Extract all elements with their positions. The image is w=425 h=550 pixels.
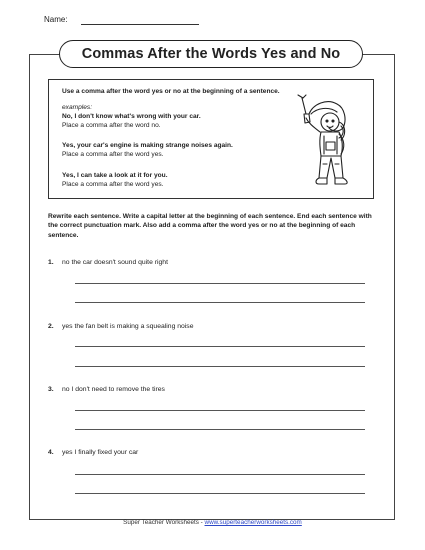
answer-line[interactable] — [75, 429, 365, 430]
example-sentence-1: No, I don't know what's wrong with your car. — [62, 113, 201, 120]
answer-line[interactable] — [75, 346, 365, 347]
example-note-2: Place a comma after the word yes. — [62, 151, 164, 158]
instructions: Rewrite each sentence. Write a capital letter at the beginning of each sentence. End each sentence with the correct punctuation mark. Also add a comma after the word yes or no at the beginning of each sentence. — [48, 213, 372, 239]
rule-text: Use a comma after the word yes or no at the beginning of a sentence. — [62, 88, 280, 95]
worksheet-title: Commas After the Words Yes and No — [59, 40, 363, 68]
question-text-4: yes I finally fixed your car — [62, 449, 139, 456]
question-number-2: 2. — [48, 323, 54, 330]
examples-label: examples: — [62, 104, 93, 111]
example-note-3: Place a comma after the word yes. — [62, 181, 164, 188]
answer-line[interactable] — [75, 410, 365, 411]
footer-link[interactable]: www.superteacherworksheets.com — [204, 519, 302, 526]
mechanic-girl-illustration — [293, 94, 355, 190]
answer-line[interactable] — [75, 474, 365, 475]
footer-brand: Super Teacher Worksheets — [123, 519, 199, 526]
example-note-1: Place a comma after the word no. — [62, 122, 161, 129]
name-line — [81, 24, 199, 25]
question-number-3: 3. — [48, 386, 54, 393]
question-number-4: 4. — [48, 449, 54, 456]
question-number-1: 1. — [48, 259, 54, 266]
footer-separator: - — [198, 519, 205, 526]
name-label: Name: — [44, 15, 68, 24]
answer-line[interactable] — [75, 493, 365, 494]
answer-line[interactable] — [75, 366, 365, 367]
answer-line[interactable] — [75, 283, 365, 284]
example-sentence-2: Yes, your car's engine is making strange noises again. — [62, 142, 233, 149]
question-text-3: no I don't need to remove the tires — [62, 386, 165, 393]
question-text-1: no the car doesn't sound quite right — [62, 259, 168, 266]
question-text-2: yes the fan belt is making a squealing noise — [62, 323, 194, 330]
answer-line[interactable] — [75, 302, 365, 303]
footer — [0, 519, 425, 526]
example-sentence-3: Yes, I can take a look at it for you. — [62, 172, 168, 179]
